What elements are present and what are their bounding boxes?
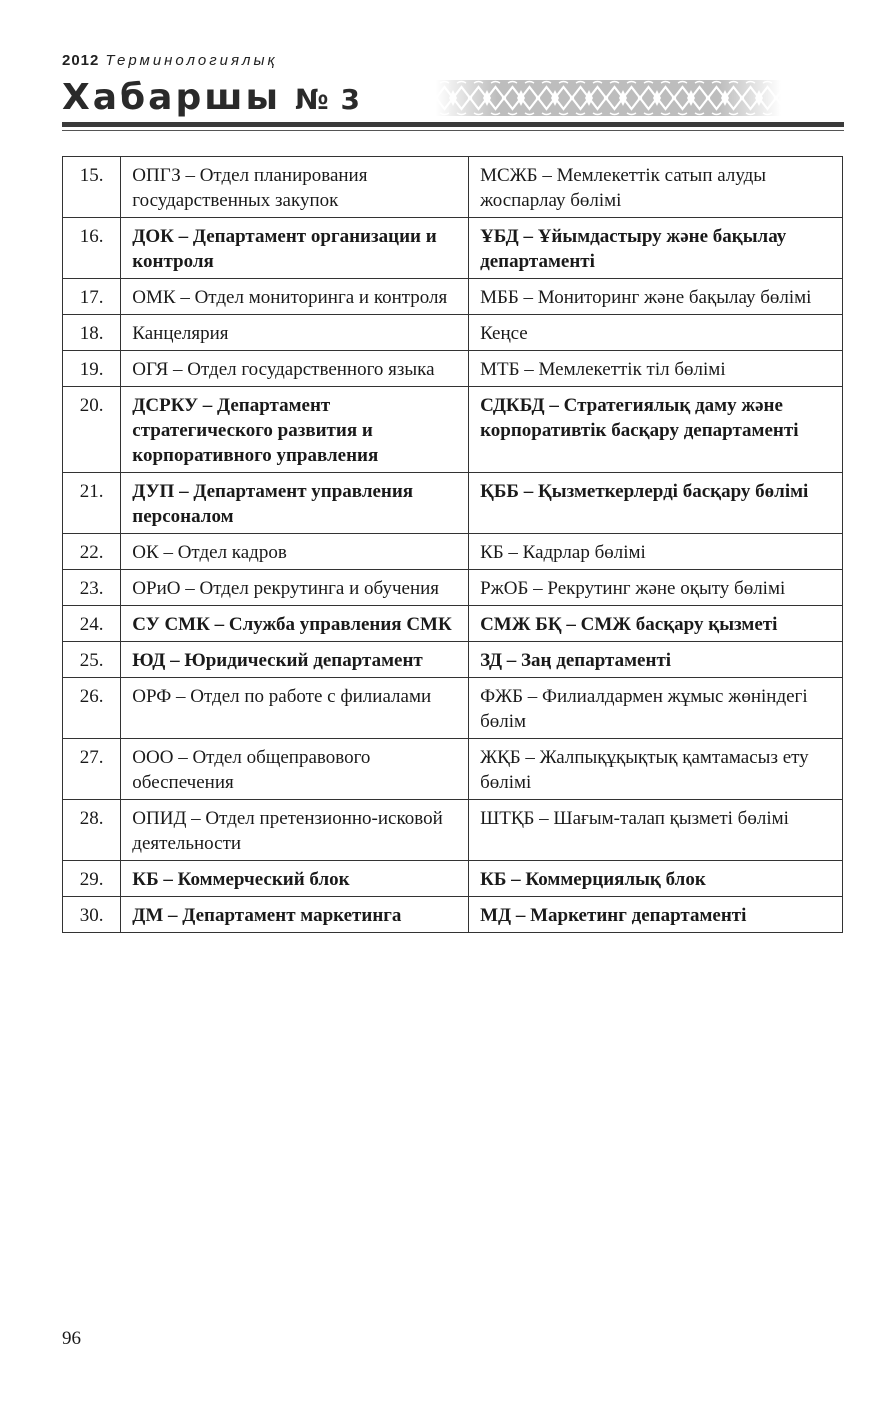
table-row [63,570,843,606]
russian-term: ЮД – Юридический департамент [121,642,469,678]
kazakh-term: КБ – Коммерциялық блок [469,861,843,897]
row-number: 21. [63,473,121,534]
row-number: 17. [63,279,121,315]
row-number: 23. [63,570,121,606]
header-rule-thick [62,122,844,127]
row-number: 24. [63,606,121,642]
row-number: 29. [63,861,121,897]
kazakh-term: МББ – Мониторинг және бақылау бөлімі [469,279,843,315]
table-row [63,800,843,861]
row-number: 22. [63,534,121,570]
russian-term: ОМК – Отдел мониторинга и контроля [121,279,469,315]
table-row [63,642,843,678]
russian-term: ОГЯ – Отдел государственного языка [121,351,469,387]
russian-term: ДМ – Департамент маркетинга [121,897,469,933]
russian-term: ОПГЗ – Отдел планирования государственных закупок [121,157,469,218]
table-row [63,315,843,351]
journal-issue: № 3 [295,83,361,116]
row-number: 18. [63,315,121,351]
kazakh-term: СДКБД – Стратегиялық даму және корпоративтік басқару департаменті [469,387,843,473]
kazakh-term: ШТҚБ – Шағым-талап қызметі бөлімі [469,800,843,861]
table-row [63,739,843,800]
russian-term: ДСРКУ – Департамент стратегического развития и корпоративного управления [121,387,469,473]
table-row [63,861,843,897]
journal-title-block [62,76,361,122]
kazakh-term: Кеңсе [469,315,843,351]
russian-term: КБ – Коммерческий блок [121,861,469,897]
table-row [63,678,843,739]
terminology-table [62,156,843,933]
row-number: 27. [63,739,121,800]
russian-term: ДУП – Департамент управления персоналом [121,473,469,534]
russian-term: ОРФ – Отдел по работе с филиалами [121,678,469,739]
journal-series: Терминологиялық [105,52,278,69]
table-row [63,157,843,218]
kazakh-term: КБ – Кадрлар бөлімі [469,534,843,570]
kazakh-term: МСЖБ – Мемлекеттік сатып алуды жоспарлау бөлімі [469,157,843,218]
row-number: 25. [63,642,121,678]
row-number: 26. [63,678,121,739]
table-row [63,473,843,534]
kazakh-term: РжОБ – Рекрутинг және оқыту бөлімі [469,570,843,606]
kazakh-term: МТБ – Мемлекеттік тіл бөлімі [469,351,843,387]
journal-title: Хабаршы [62,77,282,118]
russian-term: ООО – Отдел общеправового обеспечения [121,739,469,800]
row-number: 15. [63,157,121,218]
row-number: 30. [63,897,121,933]
russian-term: СУ СМК – Служба управления СМК [121,606,469,642]
table-row [63,279,843,315]
kazakh-term: МД – Маркетинг департаменті [469,897,843,933]
journal-year-series [62,52,278,69]
row-number: 20. [63,387,121,473]
russian-term: ДОК – Департамент организации и контроля [121,218,469,279]
kazakh-term: ҚББ – Қызметкерлерді басқару бөлімі [469,473,843,534]
kazakh-term: СМЖ БҚ – СМЖ басқару қызметі [469,606,843,642]
row-number: 16. [63,218,121,279]
russian-term: ОК – Отдел кадров [121,534,469,570]
kazakh-term: ЖҚБ – Жалпықұқықтық қамтамасыз ету бөлімі [469,739,843,800]
russian-term: ОРиО – Отдел рекрутинга и обучения [121,570,469,606]
kazakh-term: ҰБД – Ұйымдастыру және бақылау департаменті [469,218,843,279]
russian-term: Канцелярия [121,315,469,351]
table-row [63,606,843,642]
row-number: 28. [63,800,121,861]
kazakh-term: ЗД – Заң департаменті [469,642,843,678]
table-row [63,897,843,933]
table-row [63,387,843,473]
journal-year: 2012 [62,52,100,69]
table-row [63,534,843,570]
page-number: 96 [62,1328,81,1349]
header-rule-thin [62,130,844,131]
row-number: 19. [63,351,121,387]
russian-term: ОПИД – Отдел претензионно-исковой деятельности [121,800,469,861]
table-row [63,351,843,387]
kazakh-term: ФЖБ – Филиалдармен жұмыс жөніндегі бөлім [469,678,843,739]
table-row [63,218,843,279]
ornament-band-icon [436,80,781,116]
